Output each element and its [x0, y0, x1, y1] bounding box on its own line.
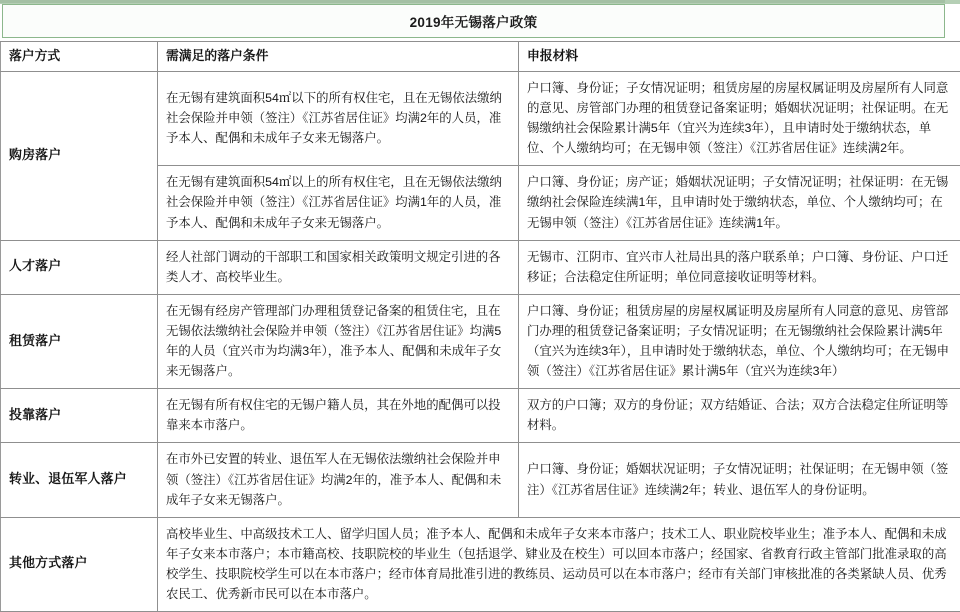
row-merged-cell: 高校毕业生、中高级技术工人、留学归国人员；准予本人、配偶和未成年子女来本市落户；技术工人、职业院校毕业生；准予本人、配偶和未成年子女来本市落户；本市籍高校、技职院校的毕业生（包括退学、肄业及在校生）可以回本市落户；经国家、省教育行政主管部门批准录取的高校学生、技职院校学生可以在本市落户；经市体育局批准引进的教练员、运动员可以在本市落户；经市有关部门审核批准的各类紧缺人员、优秀农民工、优秀新市民可以在本市落户。 [158, 517, 960, 611]
row-way-label: 购房落户 [9, 147, 61, 162]
row-way-label: 转业、退伍军人落户 [9, 471, 127, 486]
row-way-cell [1, 517, 158, 611]
top-clipped-strip-inner [0, 0, 945, 3]
table-row [1, 72, 960, 166]
row-condition-cell: 在无锡有经房产管理部门办理租赁登记备案的租赁住宅，且在无锡依法缴纳社会保险并申领（签注）《江苏省居住证》均满5年的人员（宜兴市为均满3年），准予本人、配偶和未成年子女来无锡落户。 [158, 294, 519, 388]
column-header-materials: 申报材料 [519, 42, 960, 72]
table-header-row [1, 42, 960, 72]
row-way-label: 投靠落户 [9, 407, 61, 422]
row-condition-cell: 在无锡有建筑面积54㎡以下的所有权住宅，且在无锡依法缴纳社会保险并申领（签注）《江苏省居住证》均满2年的人员，准予本人、配偶和未成年子女来无锡落户。 [158, 72, 519, 166]
row-materials-cell: 双方的户口簿；双方的身份证；双方结婚证、合法；双方合法稳定住所证明等材料。 [519, 389, 960, 443]
row-materials-cell: 户口簿、身份证；婚姻状况证明；子女情况证明；社保证明；在无锡申领（签注）《江苏省居住证》连续满2年；转业、退伍军人的身份证明。 [519, 443, 960, 517]
table-row [1, 389, 960, 443]
table-row [1, 517, 960, 611]
row-materials-cell: 户口簿、身份证；子女情况证明；租赁房屋的房屋权属证明及房屋所有人同意的意见、房管部门办理的租赁登记备案证明；婚姻状况证明；社保证明。在无锡缴纳社会保险累计满5年（宜兴为连续3年），且申请时处于缴纳状态，单位、个人缴纳均可；在无锡申领（签注）《江苏省居住证》连续满2年。 [519, 72, 960, 166]
column-header-condition: 需满足的落户条件 [158, 42, 519, 72]
row-way-label: 租赁落户 [9, 333, 61, 348]
document-title-banner [2, 4, 945, 38]
page-title: 2019年无锡落户政策 [410, 11, 538, 31]
row-way-cell [1, 72, 158, 241]
row-way-cell [1, 443, 158, 517]
policy-table [0, 41, 960, 612]
row-condition-cell: 在无锡有所有权住宅的无锡户籍人员，其在外地的配偶可以投靠来本市落户。 [158, 389, 519, 443]
table-row [1, 240, 960, 294]
column-header-way: 落户方式 [1, 42, 158, 72]
row-condition-cell: 在市外已安置的转业、退伍军人在无锡依法缴纳社会保险并申领（签注）《江苏省居住证》均满2年的，准予本人、配偶和未成年子女来无锡落户。 [158, 443, 519, 517]
row-way-cell [1, 294, 158, 388]
row-materials-cell: 户口簿、身份证；房产证；婚姻状况证明；子女情况证明；社保证明：在无锡缴纳社会保险连续满1年，且申请时处于缴纳状态，单位、个人缴纳均可；在无锡申领（签注）《江苏省居住证》连续满1年。 [519, 166, 960, 240]
table-row [1, 443, 960, 517]
row-way-cell [1, 240, 158, 294]
row-way-cell [1, 389, 158, 443]
row-condition-cell: 经人社部门调动的干部职工和国家相关政策明文规定引进的各类人才、高校毕业生。 [158, 240, 519, 294]
row-materials-cell: 户口簿、身份证；租赁房屋的房屋权属证明及房屋所有人同意的意见、房管部门办理的租赁登记备案证明；子女情况证明；在无锡缴纳社会保险累计满5年（宜兴为连续3年），且申请时处于缴纳状态，单位、个人缴纳均可；在无锡申领（签注）《江苏省居住证》累计满5年（宜兴为连续3年） [519, 294, 960, 388]
row-way-label: 其他方式落户 [9, 555, 88, 570]
row-way-label: 人才落户 [9, 258, 61, 273]
row-materials-cell: 无锡市、江阴市、宜兴市人社局出具的落户联系单；户口簿、身份证、户口迁移证；合法稳定住所证明；单位同意接收证明等材料。 [519, 240, 960, 294]
row-condition-cell: 在无锡有建筑面积54㎡以上的所有权住宅，且在无锡依法缴纳社会保险并申领（签注）《江苏省居住证》均满1年的人员，准予本人、配偶和未成年子女来无锡落户。 [158, 166, 519, 240]
table-body [1, 72, 960, 612]
table-row [1, 294, 960, 388]
